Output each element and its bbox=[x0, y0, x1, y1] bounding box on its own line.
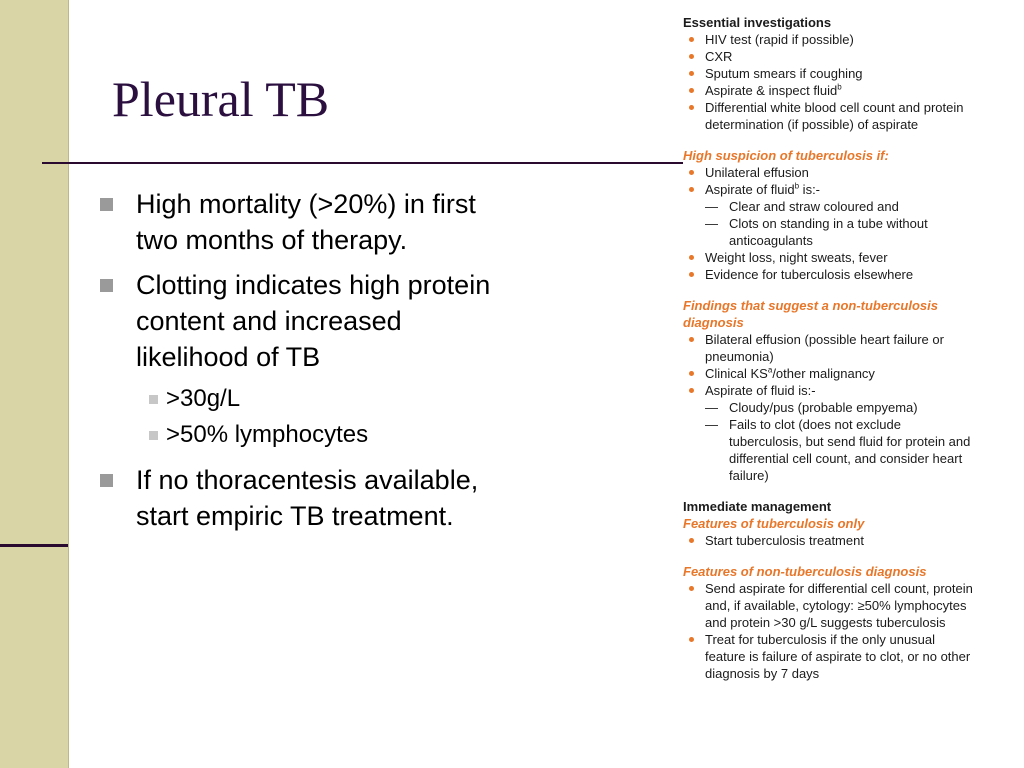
item-text: Start tuberculosis treatment bbox=[705, 533, 864, 548]
list-item bbox=[683, 82, 973, 99]
dash-item bbox=[705, 399, 973, 416]
list-item bbox=[683, 580, 973, 631]
square-bullet-icon bbox=[149, 395, 158, 404]
guideline-panel bbox=[683, 14, 973, 768]
sub-bullet-list bbox=[136, 381, 518, 453]
dash-item bbox=[705, 416, 973, 484]
bullet-dot-icon bbox=[689, 54, 694, 59]
high-suspicion-heading: High suspicion of tuberculosis if: bbox=[683, 148, 889, 163]
footnote-marker: a bbox=[767, 365, 773, 375]
square-bullet-icon bbox=[100, 198, 113, 211]
item-text: Aspirate of fluid bbox=[705, 182, 795, 197]
square-bullet-icon bbox=[100, 279, 113, 292]
features-tb-list bbox=[683, 532, 973, 549]
list-item bbox=[683, 65, 973, 82]
item-text: CXR bbox=[705, 49, 733, 64]
essential-section bbox=[683, 14, 973, 133]
list-item bbox=[683, 631, 973, 682]
item-text: Weight loss, night sweats, fever bbox=[705, 250, 888, 265]
item-text: Aspirate & inspect fluid bbox=[705, 83, 838, 98]
immediate-management-heading: Immediate management bbox=[683, 499, 832, 514]
item-text: Clear and straw coloured and bbox=[729, 199, 899, 214]
bullet-dot-icon bbox=[689, 586, 694, 591]
item-text: Sputum smears if coughing bbox=[705, 66, 863, 81]
bullet-list bbox=[98, 186, 518, 543]
features-tb-heading: Features of tuberculosis only bbox=[683, 516, 865, 531]
slide-title: Pleural TB bbox=[112, 71, 330, 127]
bullet-dot-icon bbox=[689, 538, 694, 543]
bullet-dot-icon bbox=[689, 337, 694, 342]
bullet-text: Clotting indicates high protein content and increased likelihood of TB bbox=[136, 270, 491, 372]
immediate-management-section bbox=[683, 498, 973, 549]
dash-item bbox=[705, 215, 973, 249]
item-text: Unilateral effusion bbox=[705, 165, 809, 180]
bullet-dot-icon bbox=[689, 88, 694, 93]
dash-list bbox=[705, 399, 973, 484]
list-item bbox=[683, 266, 973, 283]
left-decorative-band bbox=[0, 0, 69, 768]
bullet-dot-icon bbox=[689, 105, 694, 110]
bullet-dot-icon bbox=[689, 255, 694, 260]
list-item bbox=[683, 365, 973, 382]
item-text: Clinical KS bbox=[705, 366, 768, 381]
features-non-tb-section bbox=[683, 563, 973, 682]
dash-icon: — bbox=[705, 216, 718, 231]
sub-bullet-item bbox=[136, 417, 518, 453]
bullet-dot-icon bbox=[689, 187, 694, 192]
footnote-marker: b bbox=[837, 82, 842, 92]
list-item bbox=[683, 249, 973, 266]
list-item bbox=[683, 164, 973, 181]
list-item bbox=[683, 31, 973, 48]
item-text: Cloudy/pus (probable empyema) bbox=[729, 400, 918, 415]
bullet-dot-icon bbox=[689, 71, 694, 76]
bullet-dot-icon bbox=[689, 170, 694, 175]
band-divider-rule bbox=[0, 544, 68, 547]
sub-bullet-item bbox=[136, 381, 518, 417]
bullet-item bbox=[98, 267, 518, 453]
bullet-dot-icon bbox=[689, 37, 694, 42]
bullet-item bbox=[98, 462, 518, 534]
features-non-tb-list bbox=[683, 580, 973, 682]
bullet-dot-icon bbox=[689, 371, 694, 376]
list-item bbox=[683, 181, 973, 249]
item-text: Differential white blood cell count and protein determination (if possible) of aspirate bbox=[705, 100, 964, 132]
item-text-suffix: /other malignancy bbox=[772, 366, 875, 381]
item-text: HIV test (rapid if possible) bbox=[705, 32, 854, 47]
bullet-dot-icon bbox=[689, 272, 694, 277]
dash-icon: — bbox=[705, 400, 718, 415]
list-item bbox=[683, 331, 973, 365]
non-tb-findings-heading: Findings that suggest a non-tuberculosis diagnosis bbox=[683, 298, 938, 330]
sub-bullet-text: >30g/L bbox=[166, 385, 241, 412]
features-non-tb-heading: Features of non-tuberculosis diagnosis bbox=[683, 564, 927, 579]
essential-heading: Essential investigations bbox=[683, 15, 832, 30]
item-text: Evidence for tuberculosis elsewhere bbox=[705, 267, 914, 282]
bullet-dot-icon bbox=[689, 637, 694, 642]
list-item bbox=[683, 99, 973, 133]
bullet-item bbox=[98, 186, 518, 258]
list-item bbox=[683, 382, 973, 484]
square-bullet-icon bbox=[100, 474, 113, 487]
bullet-text: High mortality (>20%) in first two months of therapy. bbox=[136, 189, 476, 255]
sub-bullet-text: >50% lymphocytes bbox=[166, 421, 369, 448]
item-text: Clots on standing in a tube without anticoagulants bbox=[729, 216, 928, 248]
essential-list bbox=[683, 31, 973, 133]
footnote-marker: b bbox=[794, 181, 800, 191]
dash-icon: — bbox=[705, 417, 718, 432]
dash-item bbox=[705, 198, 973, 215]
item-text: Bilateral effusion (possible heart failure or pneumonia) bbox=[705, 332, 944, 364]
item-text: Fails to clot (does not exclude tuberculosis, but send fluid for protein and differential cell count, and consider heart failure) bbox=[729, 417, 971, 483]
list-item bbox=[683, 48, 973, 65]
list-item bbox=[683, 532, 973, 549]
non-tb-findings-list bbox=[683, 331, 973, 484]
high-suspicion-list bbox=[683, 164, 973, 283]
item-text: Send aspirate for differential cell count, protein and, if available, cytology: ≥50% lymphocytes and protein >30 g/L suggests tuberculosis bbox=[705, 581, 973, 630]
square-bullet-icon bbox=[149, 431, 158, 440]
title-underline-rule bbox=[42, 162, 742, 164]
bullet-dot-icon bbox=[689, 388, 694, 393]
dash-icon: — bbox=[705, 199, 718, 214]
bullet-text: If no thoracentesis available, start empiric TB treatment. bbox=[136, 465, 479, 531]
non-tb-findings-section bbox=[683, 297, 973, 484]
item-text: Treat for tuberculosis if the only unusual feature is failure of aspirate to clot, or no other diagnosis by 7 days bbox=[705, 632, 971, 681]
high-suspicion-section bbox=[683, 147, 973, 283]
item-text: Aspirate of fluid is:- bbox=[705, 383, 816, 398]
item-text-suffix: is:- bbox=[799, 182, 821, 197]
dash-list bbox=[705, 198, 973, 249]
